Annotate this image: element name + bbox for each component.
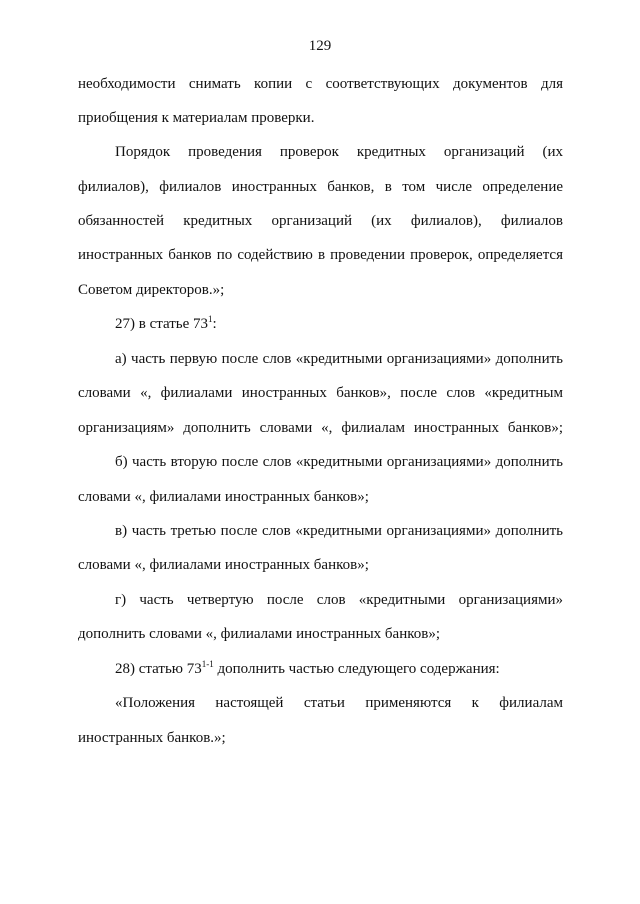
item-28-tail: дополнить частью следующего содержания:: [213, 661, 500, 677]
text-line: дополнить словами «, филиалами иностранных банков»;: [78, 626, 441, 642]
item-28-text: 28) статью 73: [115, 661, 202, 677]
text-line: б) часть вторую после слов «кредитными организациями» дополнить: [115, 454, 563, 470]
text-line: словами «, филиалами иностранных банков»;: [78, 557, 369, 573]
item-27-text: 27) в статье 73: [115, 316, 209, 332]
text-line: филиалов), филиалов иностранных банков, в том числе определение: [78, 179, 563, 195]
item-27-tail: :: [212, 316, 217, 332]
item-27-superscript: 1: [208, 314, 213, 324]
item-28-heading: [115, 659, 563, 679]
text-line: обязанностей кредитных организаций (их филиалов), филиалов: [78, 213, 563, 229]
text-line: словами «, филиалами иностранных банков», после слов «кредитным: [78, 385, 563, 401]
item-28-superscript: 1-1: [201, 659, 214, 669]
text-line: организациям» дополнить словами «, филиалам иностранных банков»;: [78, 420, 563, 436]
text-line: иностранных банков по содействию в проведении проверок, определяется: [78, 247, 563, 263]
text-line: иностранных банков.»;: [78, 730, 226, 746]
text-line: необходимости снимать копии с соответствующих документов для: [78, 76, 563, 92]
text-line: Советом директоров.»;: [78, 282, 225, 298]
text-line: а) часть первую после слов «кредитными организациями» дополнить: [115, 351, 563, 367]
text-line: в) часть третью после слов «кредитными организациями» дополнить: [115, 523, 563, 539]
page-number: 129: [308, 38, 332, 54]
text-line: «Положения настоящей статьи применяются к филиалам: [115, 695, 563, 711]
text-line: приобщения к материалам проверки.: [78, 110, 315, 126]
text-line: г) часть четвертую после слов «кредитными организациями»: [115, 592, 563, 608]
text-line: Порядок проведения проверок кредитных организаций (их: [115, 144, 563, 160]
item-27-heading: [115, 314, 563, 334]
text-line: словами «, филиалами иностранных банков»;: [78, 489, 369, 505]
